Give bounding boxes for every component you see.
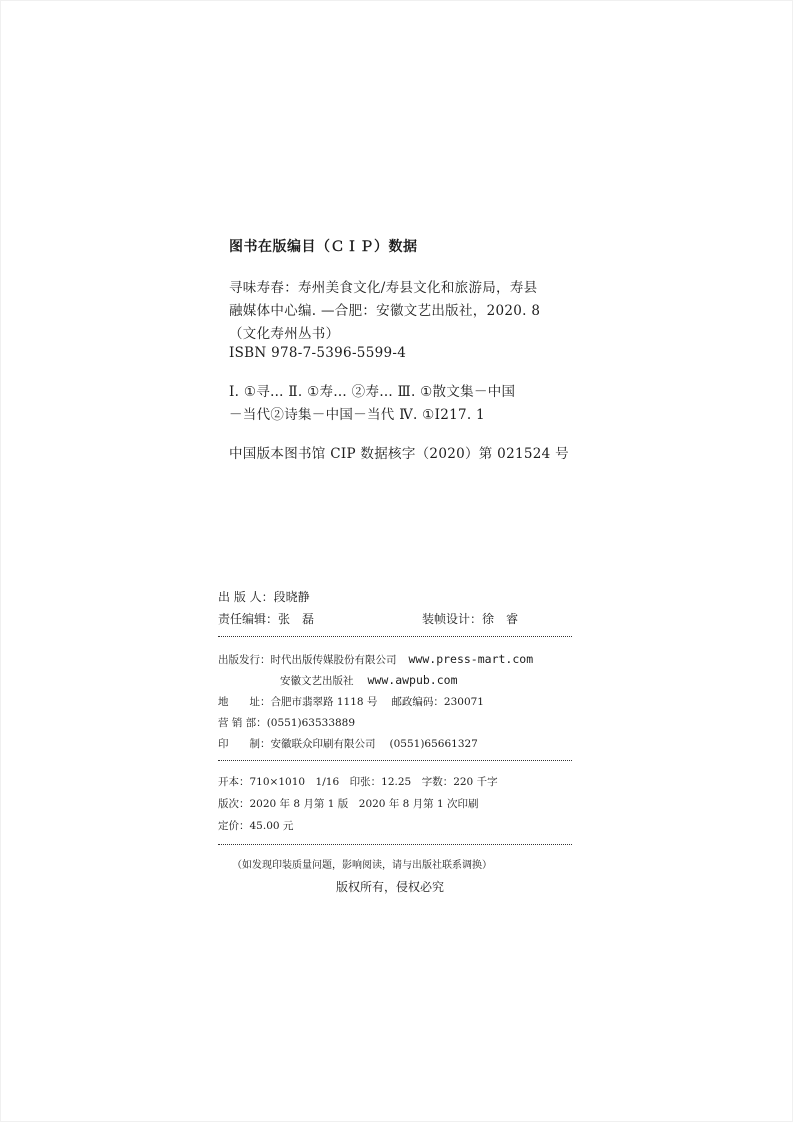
copyright-notice: 版权所有，侵权必究	[336, 880, 445, 894]
quality-notice: （如发现印装质量问题，影响阅读，请与出版社联系调换）	[232, 860, 492, 871]
address-row	[218, 694, 484, 709]
cip-classification-line-2: －当代②诗集－中国－当代 Ⅳ. ①I217. 1	[229, 407, 485, 423]
distributor-row-1	[218, 652, 533, 667]
divider-dotted	[218, 844, 572, 845]
distributor-2-name: 安徽文艺出版社	[280, 675, 354, 687]
publisher-person-name: 段晓静	[273, 590, 310, 604]
cip-isbn: ISBN 978-7-5396-5599-4	[229, 345, 407, 361]
editor-label: 责任编辑：	[218, 612, 279, 626]
divider-dotted	[218, 760, 572, 761]
price-row: 定价：45.00 元	[218, 820, 294, 832]
printer-label: 印 制：	[218, 738, 271, 750]
editor-row	[218, 610, 314, 627]
distributor-label: 出版发行：	[218, 654, 271, 666]
sales-phone: (0551)63533889	[266, 717, 356, 729]
distributor-row-2	[280, 673, 458, 688]
sales-label: 营 销 部：	[218, 717, 267, 729]
cip-series: （文化寿州丛书）	[229, 326, 340, 342]
publisher-person-row	[218, 588, 310, 605]
cip-line-2: 融媒体中心编. —合肥：安徽文艺出版社，2020. 8	[229, 303, 541, 319]
postcode: 邮政编码：230071	[391, 696, 484, 708]
cip-data-number: 中国版本图书馆 CIP 数据核字（2020）第 021524 号	[229, 446, 569, 462]
printer-name: 安徽联众印刷有限公司	[270, 738, 376, 750]
printer-phone: (0551)65661327	[389, 738, 478, 750]
cip-classification-line-1: Ⅰ. ①寻… Ⅱ. ①寿… ②寿… Ⅲ. ①散文集－中国	[229, 384, 516, 400]
distributor-1-name: 时代出版传媒股份有限公司	[270, 654, 397, 666]
cip-heading: 图书在版编目（ＣＩＰ）数据	[229, 239, 418, 255]
format-row: 开本：710×1010 1/16 印张：12.25 字数：220 千字	[218, 776, 498, 788]
publisher-person-label: 出 版 人：	[218, 590, 274, 604]
designer-label: 装帧设计：	[422, 612, 483, 626]
address-label: 地 址：	[218, 696, 271, 708]
edition-row: 版次：2020 年 8 月第 1 版 2020 年 8 月第 1 次印刷	[218, 798, 479, 810]
distributor-2-url: www.awpub.com	[367, 673, 458, 687]
sales-row	[218, 715, 355, 730]
editor-name: 张 磊	[278, 612, 315, 626]
designer-name: 徐 睿	[482, 612, 519, 626]
address-value: 合肥市翡翠路 1118 号	[270, 696, 378, 708]
designer-row	[422, 610, 518, 627]
printer-row	[218, 736, 478, 751]
distributor-1-url: www.press-mart.com	[408, 652, 534, 666]
cip-line-1: 寻味寿春：寿州美食文化/寿县文化和旅游局，寿县	[229, 280, 538, 296]
divider-dotted	[218, 636, 572, 637]
